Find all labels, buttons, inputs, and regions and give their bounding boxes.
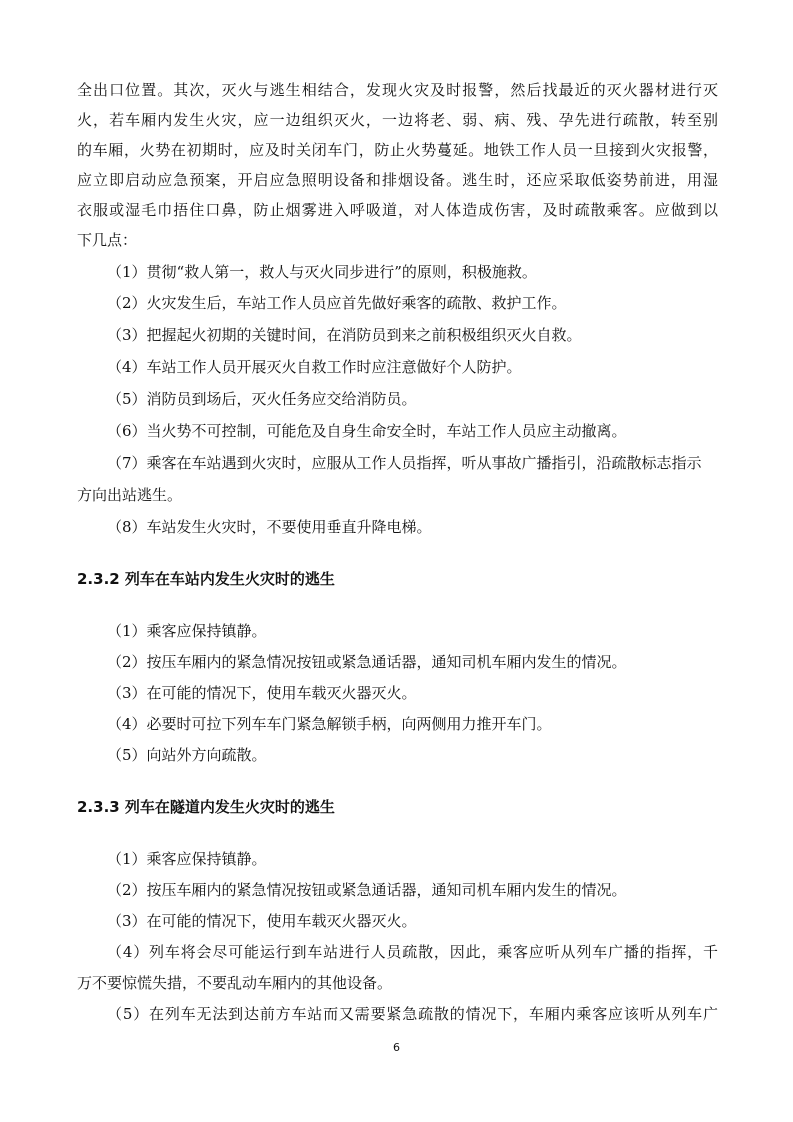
intro-line: 应立即启动应急预案，开启应急照明设备和排烟设备。逃生时，还应采取低姿势前进，用湿 [77, 171, 718, 189]
section-heading: 2.3.3 列车在隧道内发生火灾时的逃生 [77, 798, 335, 816]
intro-line: 下几点： [77, 231, 138, 249]
list-item: （4）列车将会尽可能运行到车站进行人员疏散，因此，乘客应听从列车广播的指挥，千 [107, 943, 718, 961]
intro-line: 的车厢，火势在初期时，应及时关闭车门，防止火势蔓延。地铁工作人员一旦接到火灾报警， [77, 141, 718, 159]
list-item: （5）在列车无法到达前方车站而又需要紧急疏散的情况下，车厢内乘客应该听从列车广 [107, 1005, 718, 1023]
list-item: （3）在可能的情况下，使用车载灭火器灭火。 [107, 684, 417, 702]
list-item: （3）把握起火初期的关键时间，在消防员到来之前积极组织灭火自救。 [107, 326, 582, 344]
list-item: （2）按压车厢内的紧急情况按钮或紧急通话器，通知司机车厢内发生的情况。 [107, 653, 627, 671]
list-item: （7）乘客在车站遇到火灾时，应服从工作人员指挥，听从事故广播指引，沿疏散标志指示 [107, 454, 702, 472]
list-item: （6）当火势不可控制，可能危及自身生命安全时，车站工作人员应主动撤离。 [107, 422, 627, 440]
intro-line: 全出口位置。其次，灭火与逃生相结合，发现火灾及时报警，然后找最近的灭火器材进行灭 [77, 81, 718, 99]
list-item-continuation: 方向出站逃生。 [77, 486, 183, 504]
list-item: （2）火灾发生后，车站工作人员应首先做好乘客的疏散、救护工作。 [107, 294, 567, 312]
list-item: （1）贯彻“救人第一，救人与灭火同步进行”的原则，积极施救。 [107, 263, 537, 281]
intro-line: 火，若车厢内发生火灾，应一边组织灭火，一边将老、弱、病、残、孕先进行疏散，转至别 [77, 111, 718, 129]
page-number: 6 [393, 1041, 400, 1054]
list-item: （3）在可能的情况下，使用车载灭火器灭火。 [107, 912, 417, 930]
list-item-continuation: 万不要惊慌失措，不要乱动车厢内的其他设备。 [77, 974, 393, 992]
list-item: （2）按压车厢内的紧急情况按钮或紧急通话器，通知司机车厢内发生的情况。 [107, 881, 627, 899]
list-item: （4）车站工作人员开展灭火自救工作时应注意做好个人防护。 [107, 358, 522, 376]
section-heading: 2.3.2 列车在车站内发生火灾时的逃生 [77, 570, 335, 588]
intro-line: 衣服或湿毛巾捂住口鼻，防止烟雾进入呼吸道，对人体造成伤害，及时疏散乘客。应做到以 [77, 201, 718, 219]
list-item: （1）乘客应保持镇静。 [107, 622, 267, 640]
list-item: （4）必要时可拉下列车车门紧急解锁手柄，向两侧用力推开车门。 [107, 715, 552, 733]
list-item: （1）乘客应保持镇静。 [107, 850, 267, 868]
list-item: （5）向站外方向疏散。 [107, 746, 267, 764]
list-item: （5）消防员到场后，灭火任务应交给消防员。 [107, 390, 417, 408]
list-item: （8）车站发生火灾时，不要使用垂直升降电梯。 [107, 518, 432, 536]
